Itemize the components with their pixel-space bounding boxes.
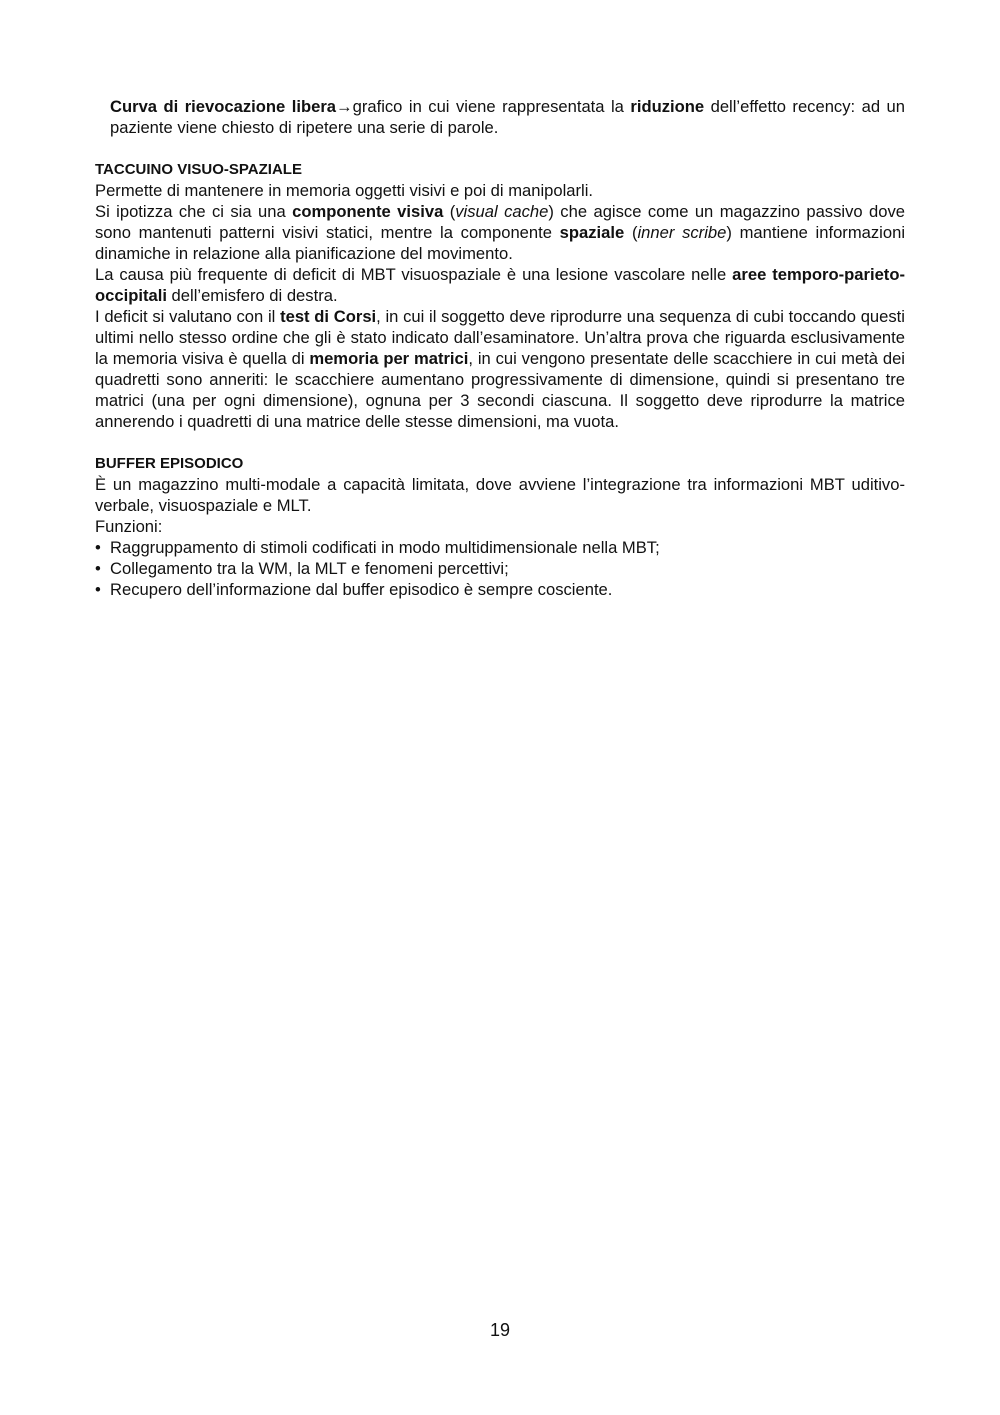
curva-term: Curva di rievocazione libera <box>110 97 337 116</box>
text-span: dell’emisfero di destra. <box>166 286 338 305</box>
spacer <box>95 138 905 159</box>
buffer-paragraph-1: È un magazzino multi-modale a capacità limitata, dove avviene l’integrazione tra informazioni MBT uditivo-verbale, visuospaziale e MLT. <box>95 475 905 515</box>
bold-spaziale: spaziale <box>559 223 625 242</box>
bold-test-di-corsi: test di Corsi <box>280 307 377 326</box>
taccuino-paragraph-2 <box>95 201 905 264</box>
list-item-text: Raggruppamento di stimoli codificati in modo multidimensionale nella MBT; <box>110 538 660 557</box>
list-item <box>95 537 905 558</box>
spacer <box>95 432 905 453</box>
page-content <box>95 96 905 600</box>
curva-text-a: grafico in cui viene rappresentata la <box>352 97 631 116</box>
text-span: ( <box>443 202 456 221</box>
buffer-heading: BUFFER EPISODICO <box>95 455 244 472</box>
text-span: ) mantiene informazioni dinamiche in relazione alla pianificazione del movimento. <box>95 223 906 263</box>
bullet-icon: • <box>95 559 101 578</box>
bold-componente-visiva: componente visiva <box>292 202 444 221</box>
list-item-text: Recupero dell’informazione dal buffer episodico è sempre cosciente. <box>110 580 613 599</box>
text-span: ( <box>624 223 638 242</box>
bullet-icon: • <box>95 580 101 599</box>
list-item-text: Collegamento tra la WM, la MLT e fenomeni percettivi; <box>110 559 509 578</box>
taccuino-paragraph-3 <box>95 264 905 306</box>
taccuino-paragraph-4 <box>95 306 905 432</box>
italic-inner-scribe: inner scribe <box>637 223 727 242</box>
list-item <box>95 579 905 600</box>
list-item <box>95 558 905 579</box>
curva-paragraph <box>95 96 905 138</box>
buffer-paragraph-2: Funzioni: <box>95 517 163 536</box>
page-number: 19 <box>489 1320 511 1340</box>
buffer-functions-list <box>95 537 905 600</box>
taccuino-paragraph-1: Permette di mantenere in memoria oggetti visivi e poi di manipolarli. <box>95 181 594 200</box>
text-span: La causa più frequente di deficit di MBT visuospaziale è una lesione vascolare nelle <box>95 265 733 284</box>
text-span: , in cui il soggetto deve riprodurre una sequenza di cubi toccando questi ultimi nello stesso ordine che gli è stato indicato dall’esaminatore. Un’altra prova che riguarda esclusivamente la memoria visiva è quella di <box>95 307 905 368</box>
arrow-icon: → <box>336 97 353 116</box>
italic-visual-cache: visual cache <box>455 202 549 221</box>
text-span: , in cui vengono presentate delle scacchiere in cui metà dei quadretti sono anneriti: le scacchiere aumentano progressivamente di dimensione, quindi si presentano tre matrici (una per ogni dimensione), ognuna per 3 secondi ciascuna. Il soggetto deve riprodurre la matrice annerendo i quadretti di una matrice delle stesse dimensioni, ma vuota. <box>95 349 905 431</box>
curva-text-b: dell’effetto recency: ad un paziente viene chiesto di ripetere una serie di parole. <box>110 97 905 137</box>
text-span: ) che agisce come un magazzino passivo dove sono mantenuti patterni visivi statici, mentre la componente <box>95 202 905 242</box>
taccuino-heading: TACCUINO VISUO-SPAZIALE <box>95 161 302 178</box>
curva-bold-riduzione: riduzione <box>630 97 705 116</box>
bold-aree: aree temporo-parieto-occipitali <box>95 265 905 305</box>
bold-memoria-per-matrici: memoria per matrici <box>309 349 469 368</box>
text-span: I deficit si valutano con il <box>95 307 281 326</box>
bullet-icon: • <box>95 538 101 557</box>
text-span: Si ipotizza che ci sia una <box>95 202 293 221</box>
